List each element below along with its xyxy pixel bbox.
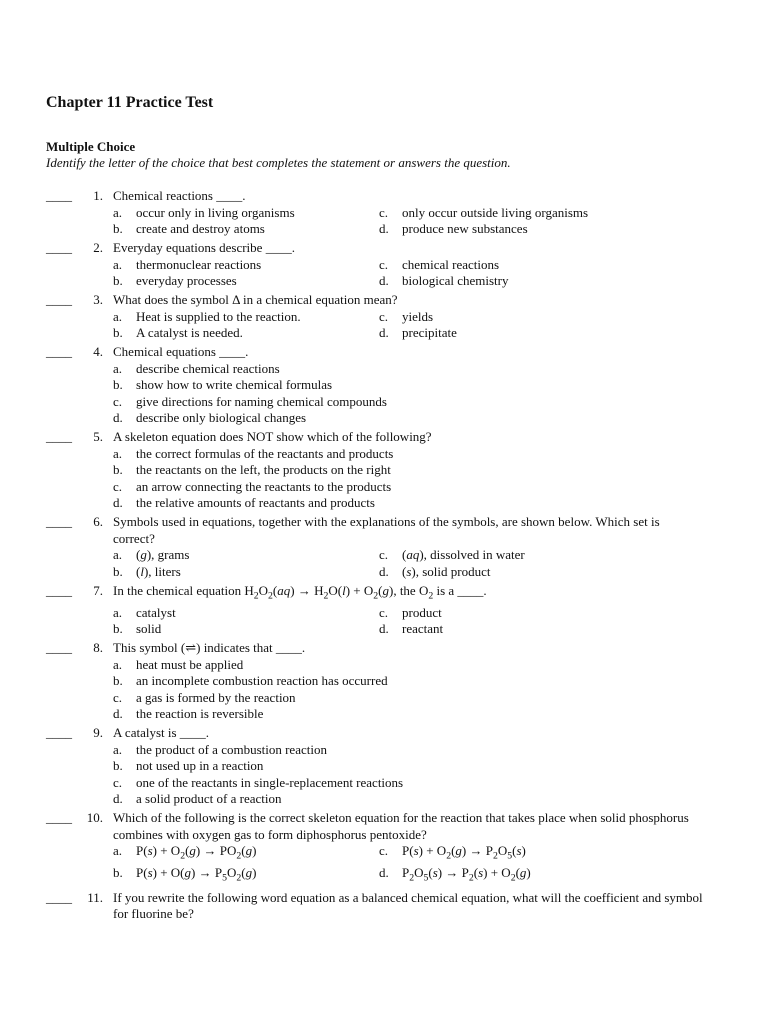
option-letter: c.: [379, 256, 389, 272]
option-letter: a.: [113, 445, 123, 461]
answer-option: [113, 758, 703, 775]
question-text: Chemical equations ____.: [113, 344, 249, 359]
answer-option: [113, 446, 703, 463]
option-letter: a.: [113, 204, 123, 220]
option-list: [113, 446, 703, 512]
answer-option: [113, 325, 379, 342]
question-text: This symbol (⇌) indicates that ____.: [113, 640, 306, 656]
answer-option: [379, 205, 703, 222]
option-text: one of the reactants in single-replacement reactions: [136, 774, 404, 790]
answer-option: [113, 791, 703, 808]
option-text: solid: [136, 621, 162, 637]
question-text: Everyday equations describe ____.: [113, 240, 295, 255]
option-letter: c.: [113, 689, 123, 705]
option-list: [113, 605, 703, 638]
answer-option: [113, 657, 703, 674]
question-item: [0, 240, 703, 290]
question-item: [0, 583, 703, 638]
option-letter: a.: [113, 843, 123, 859]
answer-option: [113, 564, 379, 581]
option-list: [113, 205, 703, 238]
option-letter: b.: [113, 377, 123, 392]
answer-option: [113, 377, 703, 394]
option-text: $P(s) + O_2(g) \to P_2O_5(s)$: [402, 843, 526, 862]
answer-option: [113, 690, 703, 707]
option-list: [113, 309, 703, 342]
question-item: [0, 344, 703, 427]
option-text: an arrow connecting the reactants to the products: [136, 478, 392, 494]
option-letter: a.: [113, 741, 123, 757]
option-text: show how to write chemical formulas: [136, 377, 333, 392]
answer-option: [113, 205, 379, 222]
option-letter: b.: [113, 673, 123, 689]
answer-option: [113, 257, 379, 274]
option-letter: d.: [113, 706, 123, 722]
option-text: yields: [402, 308, 434, 324]
answer-option: [113, 221, 379, 238]
option-letter: b.: [113, 221, 123, 236]
option-letter: a.: [113, 547, 123, 562]
answer-blank: ____: [46, 240, 72, 255]
option-text: a gas is formed by the reaction: [136, 689, 296, 705]
answer-blank: ____: [46, 188, 72, 203]
question-item: [0, 188, 703, 238]
option-text: an incomplete combustion reaction has occurred: [136, 673, 388, 689]
question-item: [0, 292, 703, 342]
question-text: Chemical reactions ____.: [113, 188, 246, 203]
question-text: A skeleton equation does NOT show which of the following?: [113, 429, 432, 444]
question-text: A catalyst is ____.: [113, 725, 210, 741]
option-letter: b.: [113, 758, 123, 774]
option-letter: d.: [379, 621, 389, 637]
option-letter: d.: [379, 221, 389, 236]
answer-blank: ____: [46, 514, 72, 529]
question-item: [0, 890, 703, 923]
answer-option: [113, 273, 379, 290]
answer-option: [113, 547, 379, 564]
option-text: produce new substances: [402, 221, 528, 236]
option-text: the reaction is reversible: [136, 706, 264, 722]
option-letter: d.: [379, 273, 389, 288]
question-number: 7.: [93, 582, 103, 598]
option-list: [113, 742, 703, 808]
question-number: 8.: [93, 640, 103, 656]
answer-blank: ____: [46, 429, 72, 444]
answer-option: [379, 865, 703, 887]
option-list: [113, 547, 703, 580]
option-letter: d.: [113, 495, 123, 510]
answer-option: [113, 462, 703, 479]
answer-option: [113, 394, 703, 411]
option-letter: d.: [379, 563, 389, 579]
option-text: (l), liters: [136, 563, 181, 579]
option-text: $P(s) + O_2(g) \to PO_2(g)$: [136, 843, 257, 862]
option-list: [113, 361, 703, 427]
option-letter: b.: [113, 325, 123, 340]
question-number: 4.: [93, 344, 103, 359]
option-text: the product of a combustion reaction: [136, 741, 327, 757]
answer-option: [113, 843, 379, 865]
question-item: [0, 514, 703, 580]
option-letter: c.: [379, 204, 389, 220]
question-text: If you rewrite the following word equation as a balanced chemical equation, what will the coefficient and symbol for fluorine be?: [113, 889, 703, 922]
answer-blank: ____: [46, 889, 72, 905]
question-number: 1.: [93, 188, 103, 203]
option-text: create and destroy atoms: [136, 221, 265, 236]
option-text: only occur outside living organisms: [402, 204, 589, 220]
question-item: [0, 429, 703, 512]
option-text: $P(s) + O(g) \to P_5O_2(g)$: [136, 865, 257, 884]
option-text: precipitate: [402, 325, 457, 340]
instructions-text: Identify the letter of the choice that best completes the statement or answers the question.: [46, 155, 511, 170]
option-letter: b.: [113, 563, 123, 579]
answer-blank: ____: [46, 725, 72, 741]
answer-option: [113, 309, 379, 326]
answer-option: [379, 621, 703, 638]
option-letter: a.: [113, 360, 123, 376]
option-letter: d.: [113, 410, 123, 425]
answer-option: [113, 742, 703, 759]
option-letter: d.: [379, 325, 389, 340]
option-text: $P_2O_5(s) \to P_2(s) + O_2(g)$: [402, 865, 531, 884]
answer-option: [113, 673, 703, 690]
option-text: occur only in living organisms: [136, 204, 295, 220]
option-letter: a.: [113, 604, 123, 620]
option-text: (s), solid product: [402, 563, 491, 579]
option-letter: c.: [113, 393, 123, 409]
option-text: the relative amounts of reactants and products: [136, 495, 375, 510]
answer-option: [113, 410, 703, 427]
option-letter: b.: [113, 865, 123, 881]
option-letter: d.: [113, 791, 123, 807]
answer-blank: ____: [46, 292, 72, 307]
question-number: 10.: [86, 810, 103, 826]
answer-option: [379, 564, 703, 581]
answer-blank: ____: [46, 344, 72, 359]
answer-option: [379, 309, 703, 326]
option-text: thermonuclear reactions: [136, 256, 262, 272]
question-item: [0, 810, 703, 887]
option-text: Heat is supplied to the reaction.: [136, 308, 301, 324]
question-text: In the chemical equation $H_2O_2(aq) \to H_2O(l) + O_2(g)$, the $O_2$ is a ____.: [113, 582, 487, 602]
option-text: A catalyst is needed.: [136, 325, 243, 340]
answer-option: [379, 325, 703, 342]
option-letter: c.: [379, 547, 389, 562]
question-text: Which of the following is the correct skeleton equation for the reaction that takes place when solid phosphorus combines with oxygen gas to form diphosphorus pentoxide?: [113, 810, 689, 842]
option-letter: c.: [113, 478, 123, 494]
option-text: (aq), dissolved in water: [402, 547, 525, 562]
answer-option: [113, 361, 703, 378]
question-item: [0, 725, 703, 808]
question-item: [0, 640, 703, 723]
answer-option: [113, 865, 379, 887]
option-letter: d.: [379, 865, 389, 881]
answer-blank: ____: [46, 810, 72, 826]
option-text: the correct formulas of the reactants and products: [136, 445, 394, 461]
section-heading: Multiple Choice: [46, 139, 136, 154]
option-text: describe only biological changes: [136, 410, 307, 425]
answer-option: [113, 621, 379, 638]
question-text: Symbols used in equations, together with the explanations of the symbols, are shown below. Which set is correct?: [113, 514, 660, 546]
option-letter: b.: [113, 621, 123, 637]
question-number: 3.: [93, 292, 103, 307]
option-text: everyday processes: [136, 273, 237, 288]
page-title: Chapter 11 Practice Test: [46, 94, 214, 111]
answer-option: [113, 495, 703, 512]
option-letter: c.: [379, 604, 389, 620]
answer-option: [379, 257, 703, 274]
option-letter: a.: [113, 656, 123, 672]
answer-option: [113, 479, 703, 496]
option-letter: a.: [113, 308, 123, 324]
answer-blank: ____: [46, 582, 72, 598]
option-list: [113, 657, 703, 723]
answer-option: [379, 843, 703, 865]
question-number: 5.: [93, 429, 103, 444]
question-number: 6.: [93, 514, 103, 529]
option-letter: a.: [113, 256, 123, 272]
option-text: catalyst: [136, 604, 176, 620]
option-text: not used up in a reaction: [136, 758, 264, 774]
option-list: [113, 257, 703, 290]
option-list: [113, 843, 703, 887]
answer-option: [379, 605, 703, 622]
answer-option: [379, 221, 703, 238]
option-text: (g), grams: [136, 547, 190, 562]
answer-option: [379, 547, 703, 564]
option-text: biological chemistry: [402, 273, 509, 288]
question-list: [0, 188, 703, 923]
option-letter: c.: [379, 843, 389, 859]
option-letter: b.: [113, 462, 123, 477]
option-text: give directions for naming chemical compounds: [136, 393, 387, 409]
option-text: describe chemical reactions: [136, 360, 280, 376]
question-text: What does the symbol Δ in a chemical equation mean?: [113, 292, 398, 307]
option-text: heat must be applied: [136, 656, 244, 672]
option-text: reactant: [402, 621, 444, 637]
option-text: the reactants on the left, the products on the right: [136, 462, 391, 477]
option-text: a solid product of a reaction: [136, 791, 282, 807]
answer-blank: ____: [46, 640, 72, 656]
question-number: 11.: [87, 889, 103, 905]
option-text: chemical reactions: [402, 256, 500, 272]
option-letter: c.: [379, 308, 389, 324]
answer-option: [113, 775, 703, 792]
option-letter: b.: [113, 273, 123, 288]
option-text: product: [402, 604, 442, 620]
answer-option: [379, 273, 703, 290]
option-letter: c.: [113, 774, 123, 790]
question-number: 9.: [93, 725, 103, 741]
answer-option: [113, 605, 379, 622]
answer-option: [113, 706, 703, 723]
question-number: 2.: [93, 240, 103, 255]
